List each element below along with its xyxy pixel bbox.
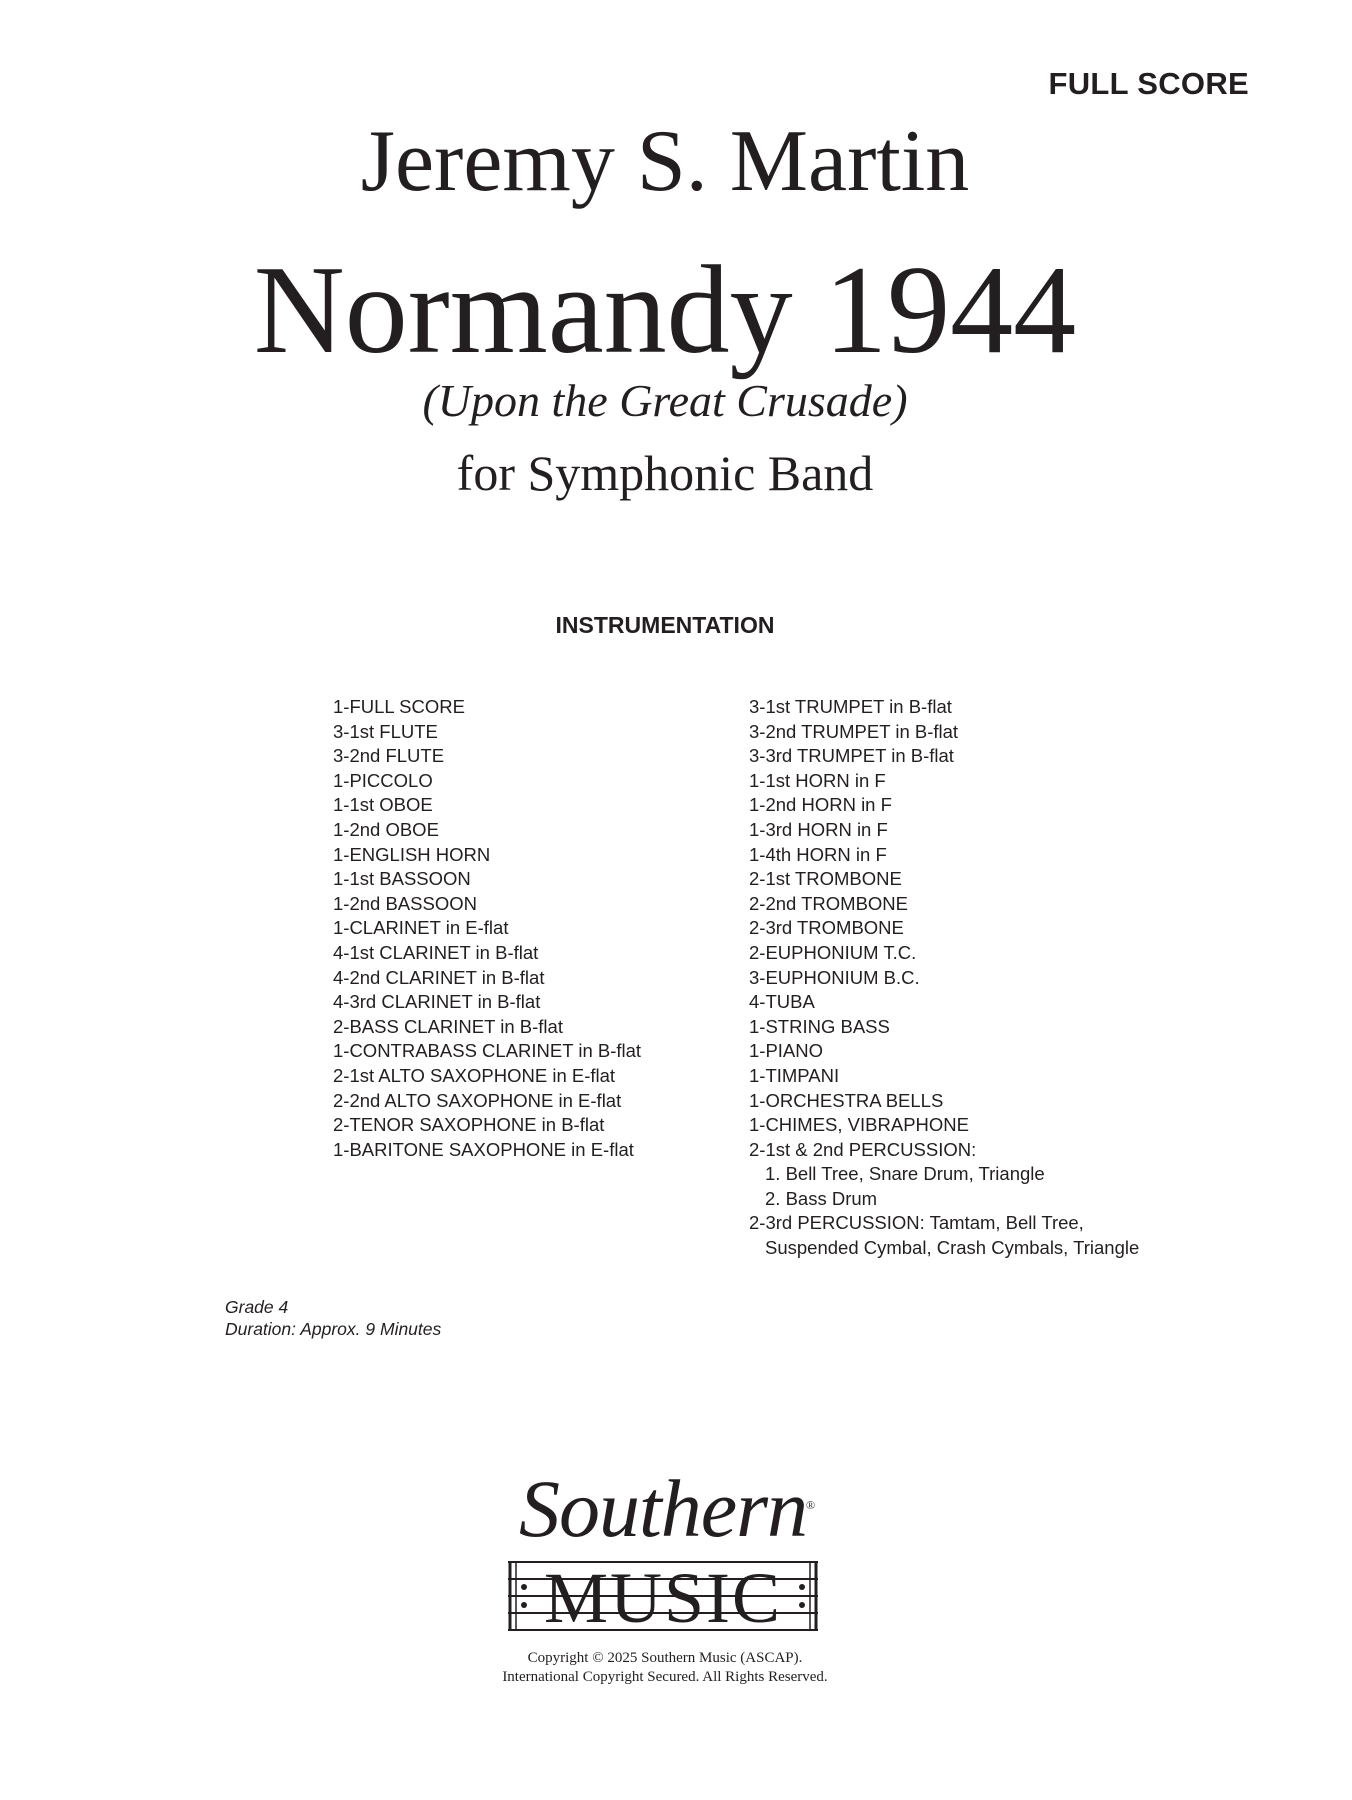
- instrument-item: 1-ORCHESTRA BELLS: [749, 1089, 944, 1111]
- instrument-item: 4-3rd CLARINET in B-flat: [333, 991, 541, 1013]
- instrument-item: 1-4th HORN in F: [749, 843, 887, 865]
- instrument-item: 1-FULL SCORE: [333, 696, 465, 717]
- composer-name: Jeremy S. Martin: [360, 113, 970, 210]
- work-title: Normandy 1944: [253, 241, 1077, 380]
- instrument-item: 1-2nd BASSOON: [333, 892, 477, 914]
- instrument-item: 3-1st TRUMPET in B-flat: [749, 696, 952, 717]
- instrument-item: 1-PIANO: [749, 1040, 824, 1062]
- logo-music-staff: [508, 1558, 818, 1638]
- instrument-item: 2-2nd TROMBONE: [749, 892, 909, 914]
- instrument-item: 2-1st ALTO SAXOPHONE in E-flat: [333, 1064, 616, 1086]
- instrument-item: 3-2nd FLUTE: [333, 745, 445, 767]
- work-subtitle: (Upon the Great Crusade): [422, 375, 908, 426]
- instrument-item: 2-3rd PERCUSSION: Tamtam, Bell Tree,: [749, 1212, 1084, 1234]
- ensemble-line: for Symphonic Band: [456, 445, 874, 501]
- registered-mark: ®: [806, 1498, 816, 1512]
- logo-southern-text: Southern: [518, 1463, 808, 1554]
- instrument-item: 1-2nd HORN in F: [749, 794, 892, 816]
- logo-music-text: MUSIC: [543, 1558, 783, 1638]
- instrument-item: 1-TIMPANI: [749, 1064, 840, 1086]
- percussion-subitem: 1. Bell Tree, Snare Drum, Triangle: [765, 1163, 1045, 1185]
- instrumentation-list-left: [333, 695, 641, 1162]
- instrument-item: 2-TENOR SAXOPHONE in B-flat: [333, 1114, 605, 1136]
- instrument-item: 1-3rd HORN in F: [749, 818, 888, 840]
- instrument-item: 3-EUPHONIUM B.C.: [749, 966, 920, 988]
- work-meta: [225, 1296, 441, 1340]
- copyright-line: International Copyright Secured. All Rights Reserved.: [502, 1669, 828, 1685]
- instrument-item: 1-ENGLISH HORN: [333, 843, 491, 865]
- instrument-item: 2-BASS CLARINET in B-flat: [333, 1015, 563, 1037]
- instrument-item: 1-CHIMES, VIBRAPHONE: [749, 1114, 969, 1136]
- instrument-item: 1-1st BASSOON: [333, 868, 471, 890]
- instrument-item: 1-STRING BASS: [749, 1015, 890, 1037]
- instrument-item: 2-EUPHONIUM T.C.: [749, 941, 917, 963]
- instrument-item: 1-PICCOLO: [333, 769, 433, 791]
- publisher-logo: [490, 1463, 836, 1638]
- duration-text: Duration: Approx. 9 Minutes: [225, 1319, 442, 1339]
- instrument-item: 4-1st CLARINET in B-flat: [333, 941, 539, 963]
- instrument-item: 3-3rd TRUMPET in B-flat: [749, 745, 954, 767]
- instrument-item: 2-1st & 2nd PERCUSSION:: [749, 1138, 977, 1160]
- grade-text: Grade 4: [225, 1297, 289, 1317]
- instrument-item: 2-3rd TROMBONE: [749, 917, 904, 939]
- instrument-item: 1-BARITONE SAXOPHONE in E-flat: [333, 1138, 634, 1160]
- percussion-subitem: Suspended Cymbal, Crash Cymbals, Triangle: [765, 1237, 1140, 1259]
- full-score-label: FULL SCORE: [1048, 66, 1249, 101]
- instrument-item: 4-2nd CLARINET in B-flat: [333, 966, 545, 988]
- instrument-item: 1-1st HORN in F: [749, 769, 886, 791]
- instrument-item: 1-CONTRABASS CLARINET in B-flat: [333, 1040, 642, 1062]
- instrument-item: 2-2nd ALTO SAXOPHONE in E-flat: [333, 1089, 622, 1111]
- instrument-item: 3-2nd TRUMPET in B-flat: [749, 720, 959, 742]
- instrument-item: 1-1st OBOE: [333, 794, 433, 816]
- instrumentation-heading: INSTRUMENTATION: [555, 612, 775, 638]
- instrument-item: 1-2nd OBOE: [333, 818, 439, 840]
- copyright-notice: [0, 1649, 1330, 1687]
- instrumentation-list-right: [749, 695, 1139, 1261]
- copyright-line: Copyright © 2025 Southern Music (ASCAP).: [527, 1650, 803, 1666]
- instrument-item: 4-TUBA: [749, 991, 815, 1013]
- percussion-subitem: 2. Bass Drum: [765, 1187, 878, 1209]
- instrument-item: 1-CLARINET in E-flat: [333, 917, 509, 939]
- instrument-item: 3-1st FLUTE: [333, 720, 438, 742]
- instrument-item: 2-1st TROMBONE: [749, 868, 902, 890]
